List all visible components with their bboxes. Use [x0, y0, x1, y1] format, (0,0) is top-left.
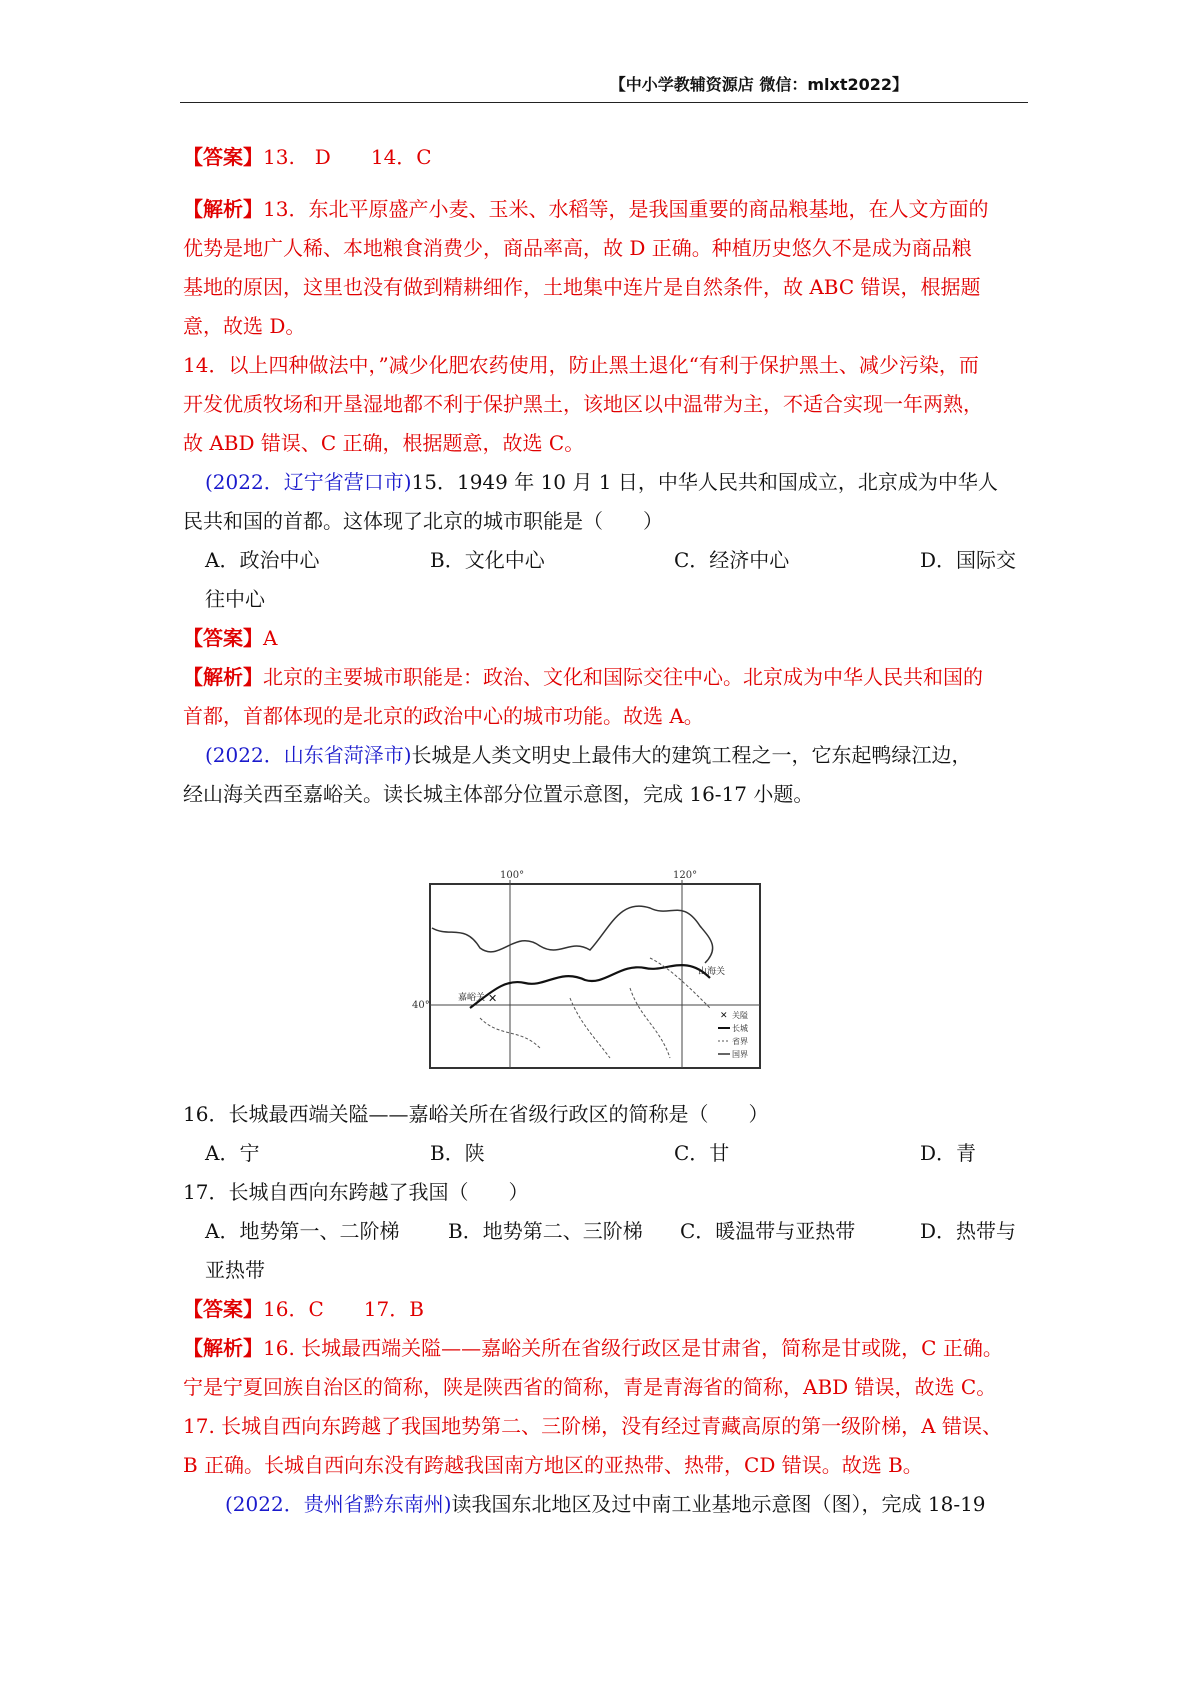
option-a: A．政治中心	[205, 548, 320, 572]
place-jiayuguan: 嘉峪关	[458, 993, 486, 1003]
analysis-line: 故 ABD 错误、C 正确，根据题意，故选 C。	[183, 431, 585, 455]
q16-option-b: B．陕	[430, 1141, 485, 1165]
analysis-line: 基地的原因，这里也没有做到精耕细作，土地集中连片是自然条件，故 ABC 错误，根据题	[183, 275, 981, 299]
question-source: (2022．山东省菏泽市)	[205, 743, 412, 767]
analysis-line: 优势是地广人稀、本地粮食消费少，商品率高，故 D 正确。种植历史悠久不是成为商品粮	[183, 236, 972, 260]
analysis-line	[183, 195, 988, 223]
pass-marker: ✕	[488, 992, 498, 1005]
analysis-line: 首都，首都体现的是北京的政治中心的城市功能。故选 A。	[183, 704, 704, 728]
answer-line-13-14	[183, 143, 432, 171]
analysis-tag: 【解析】	[183, 197, 263, 221]
legend-wall: 长城	[732, 1024, 748, 1033]
header-text: 【中小学教辅资源店 微信：mlxt2022】	[609, 75, 908, 94]
legend-province: 省界	[732, 1037, 748, 1046]
q17-option-b: B．地势第二、三阶梯	[448, 1219, 643, 1243]
answer-line-16-17	[183, 1295, 424, 1323]
answer-text: 16．C 17．B	[263, 1297, 424, 1321]
analysis-line: 意，故选 D。	[183, 314, 306, 338]
option-b: B．文化中心	[430, 548, 545, 572]
analysis-text: 13．东北平原盛产小麦、玉米、水稻等，是我国重要的商品粮基地，在人文方面的	[263, 197, 989, 221]
q17-option-d-wrap: 亚热带	[205, 1258, 265, 1282]
legend-national: 国界	[732, 1050, 748, 1059]
page-header	[180, 68, 1028, 103]
answer-text: A	[263, 626, 278, 650]
question-18-intro	[225, 1490, 986, 1518]
question-text: 长城是人类文明史上最伟大的建筑工程之一，它东起鸭绿江边，	[411, 743, 972, 767]
analysis-text: 16. 长城最西端关隘——嘉峪关所在省级行政区是甘肃省，简称是甘或陇，C 正确。	[263, 1336, 1003, 1360]
question-16-17-intro	[205, 741, 972, 769]
legend-pass-icon: ✕	[720, 1011, 728, 1021]
option-c: C．经济中心	[674, 548, 790, 572]
question-source: (2022．辽宁省营口市)	[205, 470, 412, 494]
answer-tag: 【答案】	[183, 626, 263, 650]
analysis-line: B 正确。长城自西向东没有跨越我国南方地区的亚热带、热带，CD 错误。故选 B。	[183, 1453, 923, 1477]
analysis-line	[183, 663, 983, 691]
lon-label-120: 120°	[673, 870, 698, 881]
question-15-stem-cont: 民共和国的首都。这体现了北京的城市职能是（ ）	[183, 509, 663, 533]
answer-tag: 【答案】	[183, 1297, 263, 1321]
great-wall-map	[412, 868, 780, 1080]
q17-option-c: C．暖温带与亚热带	[680, 1219, 856, 1243]
option-d-wrap: 往中心	[205, 587, 265, 611]
answer-tag: 【答案】	[183, 145, 263, 169]
option-d: D．国际交	[920, 548, 1017, 572]
q16-option-d: D．青	[920, 1141, 977, 1165]
q16-option-c: C．甘	[674, 1141, 730, 1165]
question-text: 读我国东北地区及过中南工业基地示意图（图），完成 18-19	[451, 1492, 986, 1516]
q17-option-d: D．热带与	[920, 1219, 1017, 1243]
q16-option-a: A．宁	[205, 1141, 260, 1165]
analysis-line: 17. 长城自西向东跨越了我国地势第二、三阶梯，没有经过青藏高原的第一级阶梯，A 错误、	[183, 1414, 1002, 1438]
question-text: 15．1949 年 10 月 1 日，中华人民共和国成立，北京成为中华人	[411, 470, 998, 494]
lat-label-40: 40°	[412, 1000, 430, 1011]
answer-line-15	[183, 624, 277, 652]
analysis-line	[183, 1334, 1003, 1362]
question-source: (2022．贵州省黔东南州)	[225, 1492, 452, 1516]
lon-label-100: 100°	[500, 870, 525, 881]
analysis-tag: 【解析】	[183, 1336, 263, 1360]
question-17-stem: 17．长城自西向东跨越了我国（ ）	[183, 1180, 529, 1204]
question-16-17-intro-cont: 经山海关西至嘉峪关。读长城主体部分位置示意图，完成 16-17 小题。	[183, 782, 814, 806]
legend-pass: 关隘	[732, 1011, 748, 1020]
question-15-stem	[205, 468, 998, 496]
analysis-line: 宁是宁夏回族自治区的简称，陕是陕西省的简称，青是青海省的简称，ABD 错误，故选 C。	[183, 1375, 997, 1399]
analysis-line: 14．以上四种做法中，”减少化肥农药使用，防止黑土退化“有利于保护黑土、减少污染，而	[183, 353, 979, 377]
analysis-text: 北京的主要城市职能是：政治、文化和国际交往中心。北京成为中华人民共和国的	[263, 665, 983, 689]
analysis-line: 开发优质牧场和开垦湿地都不利于保护黑土，该地区以中温带为主，不适合实现一年两熟，	[183, 392, 983, 416]
q17-option-a: A．地势第一、二阶梯	[205, 1219, 400, 1243]
question-16-stem: 16．长城最西端关隘——嘉峪关所在省级行政区的简称是（ ）	[183, 1102, 769, 1126]
answer-text: 13. D 14．C	[263, 145, 432, 169]
analysis-tag: 【解析】	[183, 665, 263, 689]
place-shanhaiguan: 山海关	[698, 967, 726, 977]
